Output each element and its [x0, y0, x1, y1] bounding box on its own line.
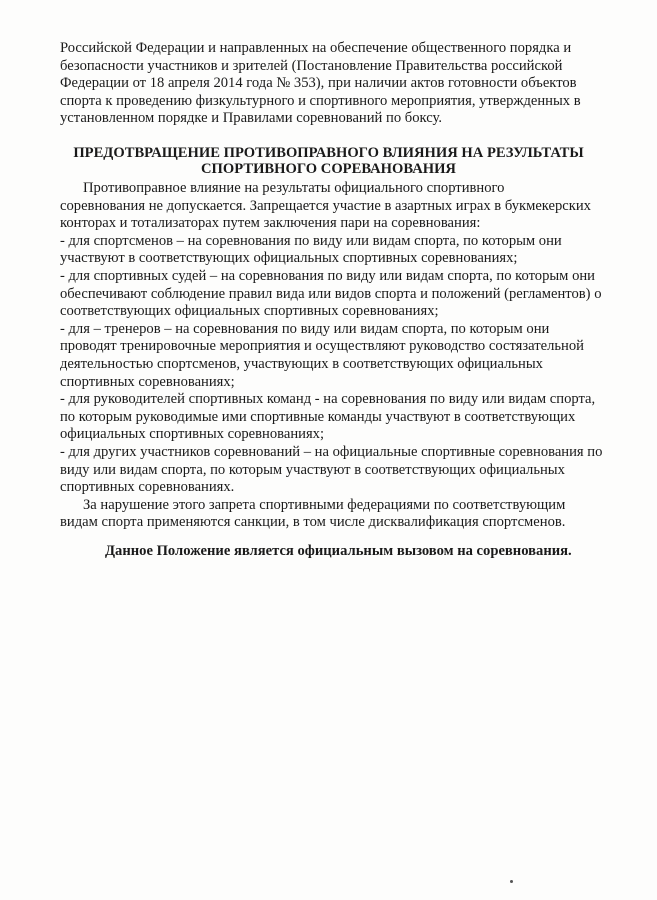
intro-line: Российской Федерации и направленных на обеспечение общественного порядка и	[60, 40, 572, 56]
intro-paragraph	[60, 40, 620, 128]
list-item-athletes: - для спортсменов – на соревнования по виду или видам спорта, по которым они	[60, 232, 562, 249]
section-heading-line-2: СПОРТИВНОГО СОРЕВАНОВАНИЯ	[201, 161, 456, 177]
scan-speck	[510, 880, 513, 883]
body-line: соревнования не допускается. Запрещается участие в азартных играх в букмекерских	[60, 197, 591, 214]
body-line: обеспечивают соблюдение правил вида или видов спорта и положений (регламентов) о	[60, 285, 602, 302]
closing-statement: Данное Положение является официальным вызовом на соревнования.	[105, 543, 572, 559]
sanctions-line: видам спорта применяются санкции, в том числе дисквалификация спортсменов.	[60, 514, 566, 531]
body-line: деятельностью спортсменов, участвующих в соответствующих официальных	[60, 355, 543, 372]
section-heading	[40, 145, 617, 177]
body-line: соответствующих официальных спортивных соревнованиях;	[60, 303, 439, 320]
body-line: конторах и тотализаторах путем заключения пари на соревнования:	[60, 215, 481, 232]
list-item-team-leaders: - для руководителей спортивных команд - на соревнования по виду или видам спорта,	[60, 391, 596, 408]
intro-line: установленном порядке и Правилами соревнований по боксу.	[60, 110, 442, 127]
body-line: Противоправное влияние на результаты официального спортивного	[83, 180, 505, 196]
prohibition-section	[60, 180, 620, 532]
body-line: спортивных соревнованиях;	[60, 373, 235, 390]
list-item-judges: - для спортивных судей – на соревнования по виду или видам спорта, по которым они	[60, 267, 595, 284]
intro-line: Федерации от 18 апреля 2014 года № 353), при наличии актов готовности объектов	[60, 75, 577, 92]
body-line: спортивных соревнованиях.	[60, 479, 235, 496]
intro-line: спорта к проведению физкультурного и спортивного мероприятия, утвержденных в	[60, 92, 581, 109]
body-line: официальных спортивных соревнованиях;	[60, 426, 325, 443]
list-item-other-participants: - для других участников соревнований – на официальные спортивные соревнования по	[60, 443, 603, 460]
section-heading-line-1: ПРЕДОТВРАЩЕНИЕ ПРОТИВОПРАВНОГО ВЛИЯНИЯ НА РЕЗУЛЬТАТЫ	[73, 145, 584, 161]
body-line: участвуют в соответствующих официальных спортивных соревнованиях;	[60, 250, 518, 267]
intro-line: безопасности участников и зрителей (Постановление Правительства российской	[60, 57, 563, 74]
body-line: по которым руководимые ими спортивные команды участвуют в соответствующих	[60, 408, 576, 425]
body-line: проводят тренировочные мероприятия и осуществляют руководство состязательной	[60, 338, 584, 355]
body-line: виду или видам спорта, по которым участвуют в соответствующих официальных	[60, 461, 565, 478]
sanctions-line: За нарушение этого запрета спортивными федерациями по соответствующим	[83, 496, 566, 513]
list-item-coaches: - для – тренеров – на соревнования по виду или видам спорта, по которым они	[60, 320, 550, 337]
